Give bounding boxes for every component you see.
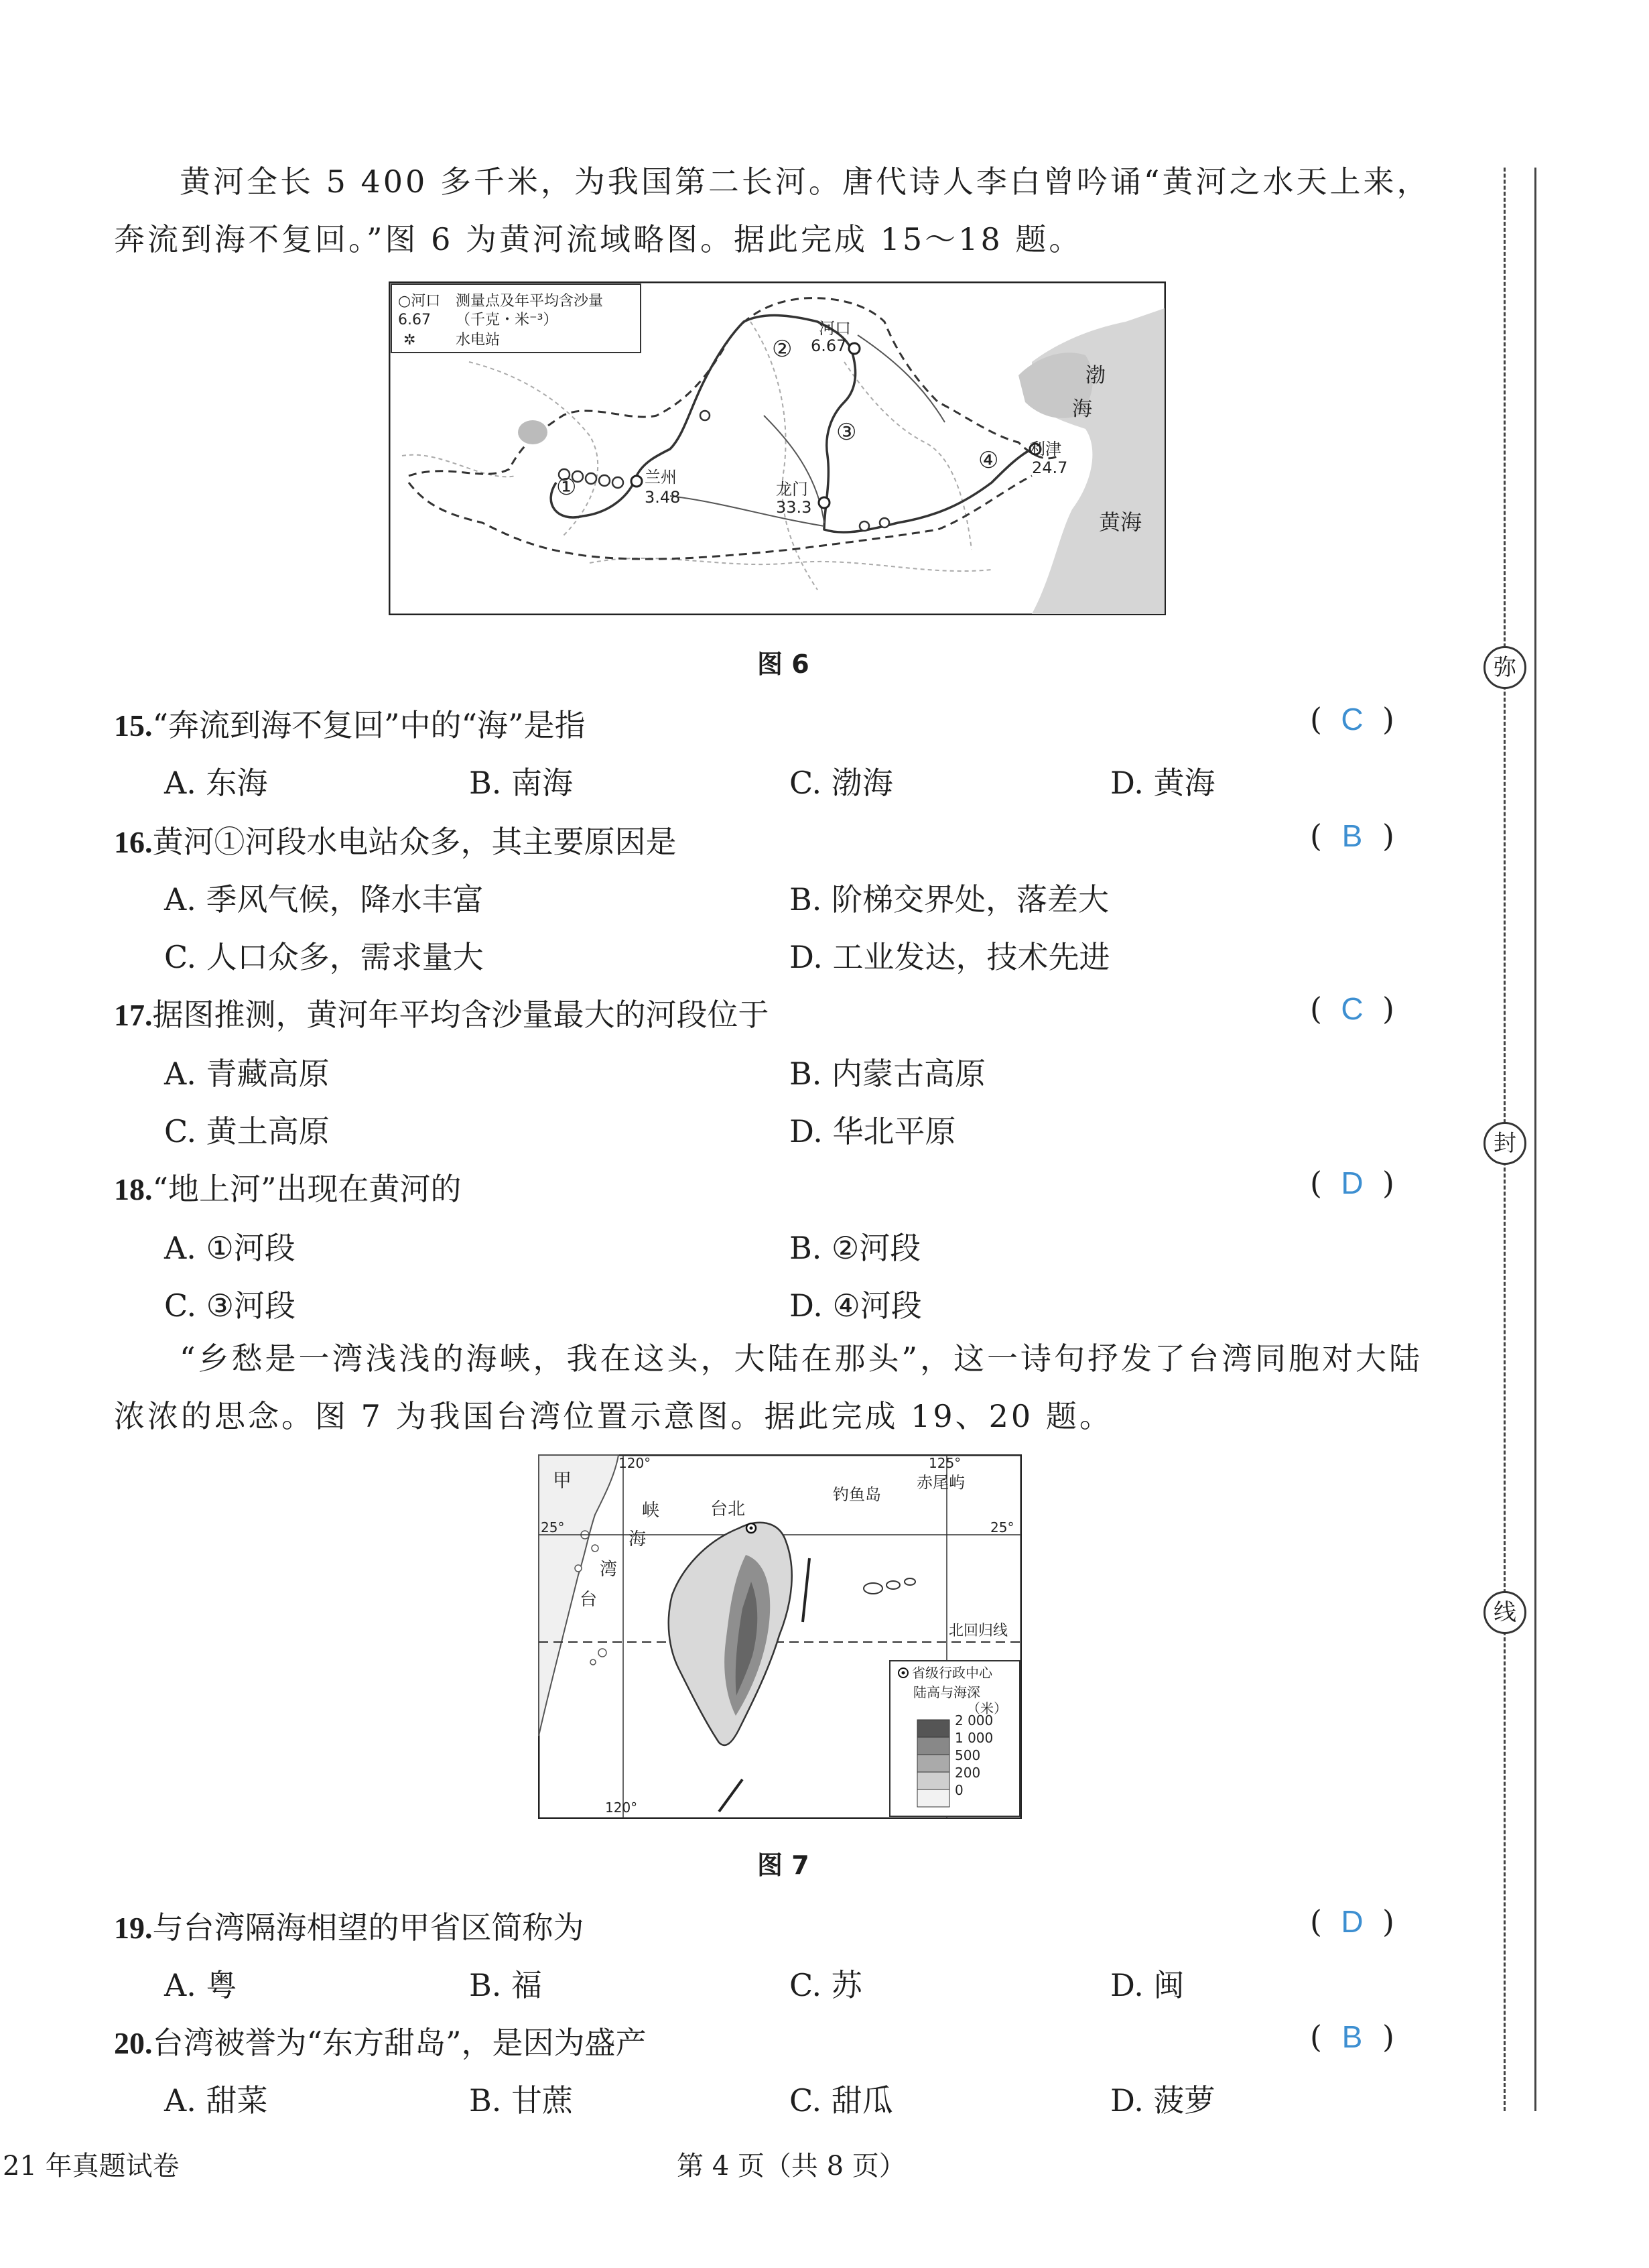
label-lat25-right: 25° <box>990 1519 1014 1535</box>
q18-option-b: B. ②河段 <box>789 1230 921 1266</box>
legend-hydro-desc: 水电站 <box>456 332 501 349</box>
answer-18: D <box>1341 1166 1364 1200</box>
label-huanghai: 黄海 <box>1099 509 1142 535</box>
q15-option-b: B. 南海 <box>469 765 574 801</box>
question-18-stem: “地上河”出现在黄河的 <box>152 1171 462 1207</box>
q19-option-a: A. 粤 <box>164 1967 237 2003</box>
figure-7-map <box>538 1454 1022 1819</box>
question-16-answer: ( B ) <box>1310 818 1394 854</box>
question-15-number: 15. <box>114 708 153 743</box>
side-mark-feng: 封 <box>1483 1122 1526 1165</box>
question-20-stem: 台湾被誉为“东方甜岛”，是因为盛产 <box>152 2025 647 2061</box>
question-16 <box>114 818 677 862</box>
intro-paragraph-1 <box>114 153 1454 268</box>
label-segment-1: ① <box>556 474 577 501</box>
question-19-answer: ( D ) <box>1310 1903 1394 1940</box>
label-lat25-left: 25° <box>541 1519 565 1535</box>
label-strait-3: 海 <box>629 1529 647 1550</box>
label-jia: 甲 <box>553 1469 572 1491</box>
question-20 <box>114 2019 647 2063</box>
legend-elev-title: 陆高与海深 <box>913 1684 980 1700</box>
side-mark-mi: 弥 <box>1483 646 1526 689</box>
label-lon125-top: 125° <box>929 1455 962 1471</box>
legend-station-value: 6.67 <box>398 312 431 328</box>
q18-option-a: A. ①河段 <box>164 1230 295 1266</box>
label-lijin-value: 24.7 <box>1032 458 1068 477</box>
q17-option-d: D. 华北平原 <box>789 1113 956 1149</box>
footer-left: 21 年真题试卷 <box>3 2151 180 2182</box>
legend-level-3: 200 <box>955 1765 981 1781</box>
answer-19: D <box>1341 1904 1364 1939</box>
legend-station-mark: ○河口 <box>398 293 441 310</box>
q20-option-a: A. 甜菜 <box>164 2082 268 2119</box>
label-segment-3: ③ <box>836 419 857 446</box>
label-strait-2: 湾 <box>600 1560 618 1580</box>
question-19 <box>114 1903 584 1948</box>
label-strait-1: 台 <box>580 1590 598 1610</box>
legend-level-2: 500 <box>955 1747 981 1763</box>
answer-17: C <box>1341 991 1364 1026</box>
q20-option-b: B. 甘蔗 <box>469 2082 574 2119</box>
q17-option-a: A. 青藏高原 <box>164 1056 330 1092</box>
question-18 <box>114 1165 462 1209</box>
question-15 <box>114 701 586 745</box>
legend-level-0: 2 000 <box>955 1712 994 1728</box>
q15-option-a: A. 东海 <box>164 765 268 801</box>
question-18-number: 18. <box>114 1172 153 1206</box>
label-lon120-top: 120° <box>618 1455 651 1471</box>
legend-level-4: 0 <box>955 1782 964 1798</box>
label-lon120-bottom: 120° <box>605 1800 638 1816</box>
q19-option-c: C. 苏 <box>789 1967 862 2003</box>
figure-6-map <box>389 281 1166 615</box>
label-chiwei: 赤尾屿 <box>917 1473 965 1492</box>
q16-option-c: C. 人口众多，需求量大 <box>164 939 484 975</box>
legend-capital: 省级行政中心 <box>912 1665 992 1681</box>
label-strait-4: 峡 <box>642 1501 660 1521</box>
q16-option-b: B. 阶梯交界处，落差大 <box>789 881 1110 918</box>
q19-option-d: D. 闽 <box>1110 1967 1185 2003</box>
label-segment-4: ④ <box>978 447 999 474</box>
answer-16: B <box>1341 818 1363 853</box>
q20-option-c: C. 甜瓜 <box>789 2082 893 2119</box>
intro1-line1: 黄河全长 5 400 多千米，为我国第二长河。唐代诗人李白曾吟诵“黄河之水天上来， <box>180 164 1431 200</box>
label-hekou: 河口 <box>819 319 851 338</box>
question-19-number: 19. <box>114 1911 153 1945</box>
question-16-stem: 黄河①河段水电站众多，其主要原因是 <box>152 824 677 860</box>
q18-option-d: D. ④河段 <box>789 1287 922 1324</box>
question-17-number: 17. <box>114 998 153 1032</box>
side-mark-xian: 线 <box>1483 1591 1526 1634</box>
question-20-number: 20. <box>114 2026 153 2060</box>
q15-option-c: C. 渤海 <box>789 765 893 801</box>
question-17-answer: ( C ) <box>1310 991 1394 1027</box>
question-15-stem: “奔流到海不复回”中的“海”是指 <box>152 707 586 743</box>
figure-7-caption: 图 7 <box>757 1850 809 1880</box>
label-taipei: 台北 <box>710 1499 746 1519</box>
q17-option-c: C. 黄土高原 <box>164 1113 330 1149</box>
question-15-answer: ( C ) <box>1310 701 1394 737</box>
intro2-line1: “乡愁是一湾浅浅的海峡，我在这头，大陆在那头”，这一诗句抒发了台湾同胞对大陆 <box>180 1340 1423 1377</box>
q18-option-c: C. ③河段 <box>164 1287 296 1324</box>
footer-page-number: 第 4 页（共 8 页） <box>677 2151 906 2182</box>
q16-option-d: D. 工业发达，技术先进 <box>789 939 1110 975</box>
question-18-answer: ( D ) <box>1310 1165 1394 1201</box>
q15-option-d: D. 黄海 <box>1110 765 1215 801</box>
q20-option-d: D. 菠萝 <box>1110 2082 1215 2119</box>
legend-elev-unit: （米） <box>967 1700 1007 1716</box>
label-lanzhou: 兰州 <box>645 468 677 487</box>
label-segment-2: ② <box>772 336 793 363</box>
answer-15: C <box>1341 702 1364 737</box>
label-longmen: 龙门 <box>776 480 808 499</box>
figure-6-caption: 图 6 <box>757 649 809 679</box>
question-17 <box>114 991 769 1035</box>
label-hekou-value: 6.67 <box>811 336 847 355</box>
label-lanzhou-value: 3.48 <box>645 488 681 507</box>
label-tropic: 北回归线 <box>949 1623 1008 1639</box>
question-16-number: 16. <box>114 825 153 859</box>
question-17-stem: 据图推测，黄河年平均含沙量最大的河段位于 <box>152 997 769 1033</box>
intro-paragraph-2 <box>114 1330 1454 1445</box>
q16-option-a: A. 季风气候，降水丰富 <box>164 881 484 918</box>
q17-option-b: B. 内蒙古高原 <box>789 1056 986 1092</box>
yellow-river-map <box>389 281 1166 615</box>
question-19-stem: 与台湾隔海相望的甲省区简称为 <box>152 1909 584 1946</box>
legend-station-unit: （千克・米⁻³） <box>456 312 558 328</box>
intro2-line2: 浓浓的思念。图 7 为我国台湾位置示意图。据此完成 19、20 题。 <box>114 1398 1113 1434</box>
hydro-station-icon: ✲ <box>403 332 416 349</box>
question-20-answer: ( B ) <box>1310 2019 1394 2055</box>
q19-option-b: B. 福 <box>469 1967 543 2003</box>
taiwan-location-map <box>538 1454 1022 1819</box>
binding-solid-line <box>1534 168 1536 2111</box>
intro1-line2: 奔流到海不复回。”图 6 为黄河流域略图。据此完成 15～18 题。 <box>114 221 1083 257</box>
label-bohai-1: 渤 <box>1085 364 1106 387</box>
label-diaoyu: 钓鱼岛 <box>833 1485 881 1504</box>
label-lijin: 利津 <box>1029 440 1061 458</box>
legend-level-1: 1 000 <box>955 1730 994 1746</box>
answer-20: B <box>1341 2019 1363 2054</box>
legend-station-desc: 测量点及年平均含沙量 <box>456 293 604 310</box>
label-bohai-2: 海 <box>1072 397 1092 421</box>
label-longmen-value: 33.3 <box>776 498 812 517</box>
